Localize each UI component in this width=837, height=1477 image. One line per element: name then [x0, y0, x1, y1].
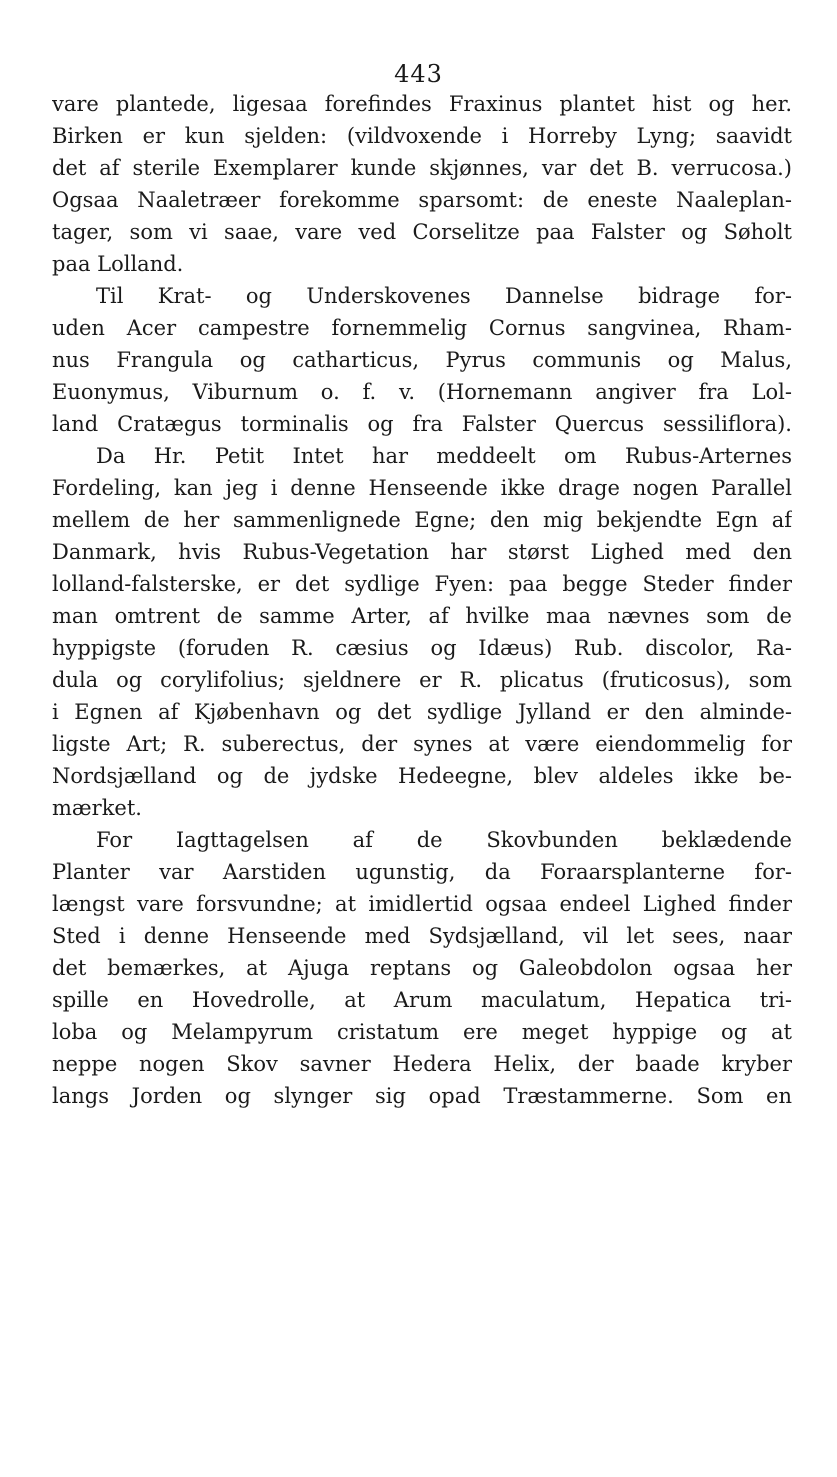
- text-line: For Iagttagelsen af de Skovbunden beklædende: [96, 828, 792, 852]
- text-line: man omtrent de samme Arter, af hvilke maa nævnes som de: [52, 604, 792, 628]
- text-line: det bemærkes, at Ajuga reptans og Galeobdolon ogsaa her: [52, 956, 792, 980]
- text-line: nus Frangula og catharticus, Pyrus communis og Malus,: [52, 348, 792, 372]
- text-line: tager, som vi saae, vare ved Corselitze paa Falster og Søholt: [52, 220, 792, 244]
- body-text: [52, 88, 792, 1112]
- text-line: ligste Art; R. suberectus, der synes at være eiendommelig for: [52, 732, 792, 756]
- text-line: Sted i denne Henseende med Sydsjælland, vil let sees, naar: [52, 924, 792, 948]
- text-line: neppe nogen Skov savner Hedera Helix, der baade kryber: [52, 1052, 792, 1076]
- text-line: Birken er kun sjelden: (vildvoxende i Horreby Lyng; saavidt: [52, 124, 792, 148]
- text-line: Fordeling, kan jeg i denne Henseende ikke drage nogen Parallel: [52, 476, 792, 500]
- text-line: uden Acer campestre fornemmelig Cornus sangvinea, Rham-: [52, 316, 792, 340]
- text-line: mærket.: [52, 796, 142, 820]
- text-line: det af sterile Exemplarer kunde skjønnes, var det B. verrucosa.): [52, 156, 792, 180]
- page-number: 443: [394, 60, 443, 88]
- text-line: Danmark, hvis Rubus-Vegetation har størst Lighed med den: [52, 540, 792, 564]
- text-line: i Egnen af Kjøbenhavn og det sydlige Jylland er den alminde-: [52, 700, 792, 724]
- text-line: Planter var Aarstiden ugunstig, da Foraarsplanterne for-: [52, 860, 792, 884]
- text-line: spille en Hovedrolle, at Arum maculatum, Hepatica tri-: [52, 988, 792, 1012]
- text-line: lolland-falsterske, er det sydlige Fyen: paa begge Steder finder: [52, 572, 792, 596]
- text-line: land Cratægus torminalis og fra Falster Quercus sessiliflora).: [52, 412, 792, 436]
- text-line: vare plantede, ligesaa forefindes Fraxinus plantet hist og her.: [52, 92, 792, 116]
- text-line: loba og Melampyrum cristatum ere meget hyppige og at: [52, 1020, 792, 1044]
- text-line: dula og corylifolius; sjeldnere er R. plicatus (fruticosus), som: [52, 668, 792, 692]
- text-line: Ogsaa Naaletræer forekomme sparsomt: de eneste Naaleplan-: [52, 188, 792, 212]
- text-line: Da Hr. Petit Intet har meddeelt om Rubus-Arternes: [96, 444, 792, 468]
- text-line: hyppigste (foruden R. cæsius og Idæus) Rub. discolor, Ra-: [52, 636, 792, 660]
- text-line: Til Krat- og Underskovenes Dannelse bidrage for-: [96, 284, 792, 308]
- text-line: Nordsjælland og de jydske Hedeegne, blev aldeles ikke be-: [52, 764, 792, 788]
- text-line: længst vare forsvundne; at imidlertid ogsaa endeel Lighed finder: [52, 892, 792, 916]
- text-line: mellem de her sammenlignede Egne; den mig bekjendte Egn af: [52, 508, 792, 532]
- text-line: Euonymus, Viburnum o. f. v. (Hornemann angiver fra Lol-: [52, 380, 792, 404]
- text-line: paa Lolland.: [52, 252, 184, 276]
- text-line: langs Jorden og slynger sig opad Træstammerne. Som en: [52, 1084, 792, 1108]
